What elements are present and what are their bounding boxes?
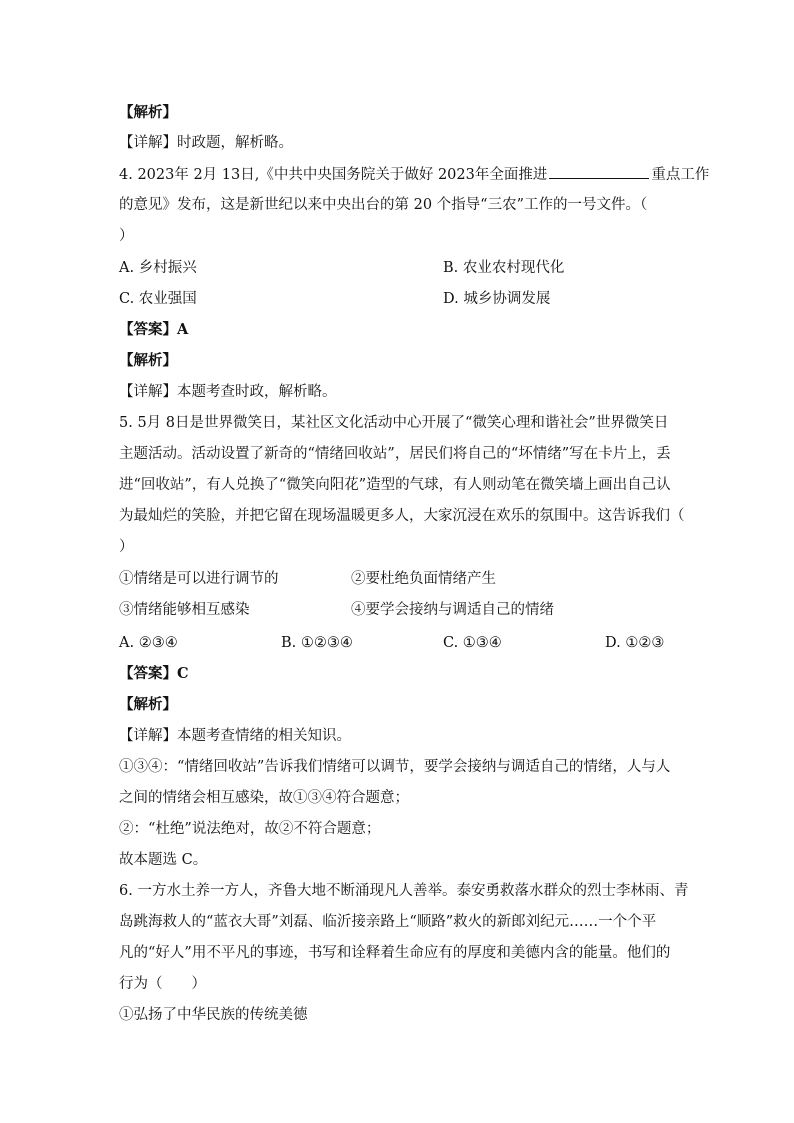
q5-explain2: ②：“杜绝”说法绝对，故②不符合题意； (119, 821, 381, 837)
q4-stem-line1-pre: 4. 2023年 2月 13日,《中共中央国务院关于做好 2023年全面推进 (119, 167, 548, 183)
q5-detail: 【详解】本题考查情绪的相关知识。 (119, 728, 351, 744)
q5-conclusion: 故本题选 C。 (119, 852, 208, 868)
q5-item-2: ②要杜绝负面情绪产生 (351, 571, 496, 587)
q4-analysis-label: 【解析】 (119, 352, 177, 369)
q4-option-c: C. 农业强国 (119, 291, 197, 307)
q4-detail: 【详解】本题考查时政，解析略。 (119, 384, 337, 400)
q3-analysis-label: 【解析】 (119, 104, 177, 121)
q5-option-c: C. ①③④ (443, 635, 502, 651)
q4-answer: 【答案】A (119, 321, 189, 338)
q4-fill-blank (549, 162, 649, 179)
q6-stem-line4: 行为（ ） (119, 976, 206, 992)
q5-analysis-label: 【解析】 (119, 696, 177, 713)
q4-stem-line3: ） (119, 228, 134, 244)
q6-item-1: ①弘扬了中华民族的传统美德 (119, 1007, 308, 1023)
q4-option-d: D. 城乡协调发展 (443, 291, 551, 307)
q5-option-d: D. ①②③ (605, 635, 665, 651)
q5-option-b: B. ①②③④ (281, 635, 353, 651)
q5-stem-line2: 主题活动。活动设置了新奇的“情绪回收站”，居民们将自己的“坏情绪”写在卡片上，丢 (119, 446, 671, 462)
q3-detail: 【详解】时政题，解析略。 (119, 135, 293, 151)
q5-item-4: ④要学会接纳与调适自己的情绪 (351, 602, 554, 618)
q5-stem-line5: ） (119, 539, 134, 555)
q6-stem-line3: 凡的“好人”用不平凡的事迹，书写和诠释着生命应有的厚度和美德内含的能量。他们的 (119, 945, 671, 961)
q4-stem-line1-post: 重点工作 (651, 167, 710, 183)
q5-answer: 【答案】C (119, 665, 189, 682)
q5-item-3: ③情绪能够相互感染 (119, 602, 250, 618)
q5-option-a: A. ②③④ (119, 635, 178, 651)
q5-explain1-line2: 之间的情绪会相互感染，故①③④符合题意； (119, 790, 409, 806)
q5-explain1-line1: ①③④：“情绪回收站”告诉我们情绪可以调节，要学会接纳与调适自己的情绪，人与人 (119, 759, 671, 775)
q6-stem-line1: 6. 一方水土养一方人，齐鲁大地不断涌现凡人善举。泰安勇救落水群众的烈士李林雨、青 (119, 883, 689, 899)
q5-stem-line1: 5. 5月 8日是世界微笑日，某社区文化活动中心开展了“微笑心理和谐社会”世界微笑日 (119, 415, 669, 431)
q5-stem-line3: 进“回收站”，有人兑换了“微笑向阳花”造型的气球，有人则动笔在微笑墙上画出自己认 (119, 477, 671, 493)
q5-item-1: ①情绪是可以进行调节的 (119, 571, 279, 587)
q4-option-b: B. 农业农村现代化 (443, 260, 565, 276)
q4-stem-line1 (119, 162, 710, 186)
q6-stem-line2: 岛跳海救人的“蓝衣大哥”刘磊、临沂接亲路上“顺路”救火的新郎刘纪元……一个个平 (119, 914, 657, 930)
q4-stem-line2: 的意见》发布，这是新世纪以来中央出台的第 20 个指导“三农”工作的一号文件。（ (119, 197, 648, 213)
q4-option-a: A. 乡村振兴 (119, 260, 197, 276)
q5-stem-line4: 为最灿烂的笑脸，并把它留在现场温暖更多人，大家沉浸在欢乐的氛围中。这告诉我们（ (119, 508, 685, 524)
